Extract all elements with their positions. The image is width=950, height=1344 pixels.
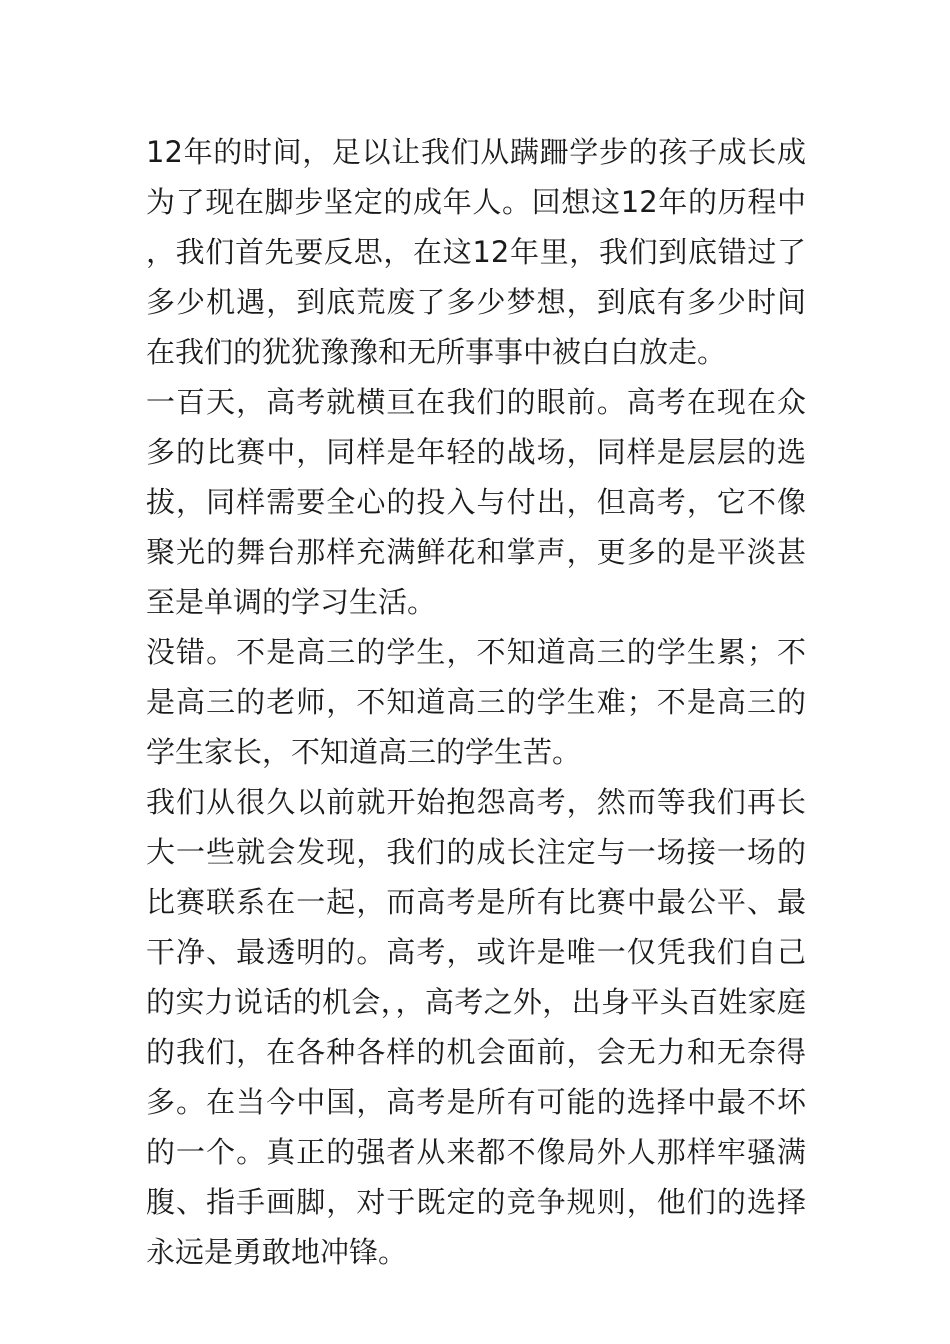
document-body [146,127,806,1277]
paragraph-4: 我们从很久以前就开始抱怨高考，然而等我们再长大一些就会发现，我们的成长注定与一场接一场的比赛联系在一起，而高考是所有比赛中最公平、最干净、最透明的。高考，或许是唯一仅凭我们自己的实力说话的机会，，高考之外，出身平头百姓家庭的我们，在各种各样的机会面前，会无力和无奈得多。在当今中国，高考是所有可能的选择中最不坏的一个。真正的强者从来都不像局外人那样牢骚满腹、指手画脚，对于既定的竞争规则，他们的选择永远是勇敢地冲锋。 [146,785,806,1269]
paragraph-3: 没错。不是高三的学生，不知道高三的学生累；不是高三的老师，不知道高三的学生难；不是高三的学生家长，不知道高三的学生苦。 [146,635,806,769]
paragraph-1: 12年的时间，足以让我们从蹒跚学步的孩子成长成为了现在脚步坚定的成年人。回想这12年的历程中，我们首先要反思，在这12年里，我们到底错过了多少机遇，到底荒废了多少梦想，到底有多少时间在我们的犹犹豫豫和无所事事中被白白放走。 [146,135,806,369]
paragraph-2: 一百天，高考就横亘在我们的眼前。高考在现在众多的比赛中，同样是年轻的战场，同样是层层的选拔，同样需要全心的投入与付出，但高考，它不像聚光的舞台那样充满鲜花和掌声，更多的是平淡甚至是单调的学习生活。 [146,385,806,619]
